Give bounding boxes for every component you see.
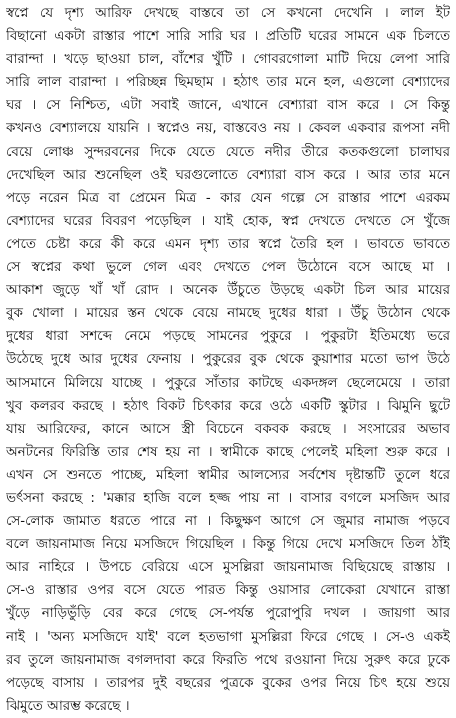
text-line: আসমানে মিলিয়ে যাচ্ছে । পুকুরে সাঁতার কাটছে একদঙ্গল ছেলেমেয়ে । তারা [6,375,450,391]
text-line: কখনও বেশ্যালয়ে যায়নি । স্বপ্নেও নয়, বাস্তবেও নয় । কেবল একবার রূপসা নদী [6,121,450,137]
text-line: দুধের ধারা সশব্দে নেমে পড়ছে সামনের পুকুরে । পুকুরটা ইতিমধ্যে ভরে [6,329,450,345]
text-line: বিছানো একটা রাস্তার পাশে সারি সারি ঘর । প্রতিটি ঘরের সামনে এক চিলতে [6,29,450,45]
text-line: রব তুলে জায়নামাজ বগলদাবা করে ফিরতি পথে রওয়ানা দিয়ে সুরুৎ করে ঢুকে [6,652,450,668]
text-line: বেয়ে লোঞ্চ সুন্দরবনের দিকে যেতে যেতে নদীর তীরে কতকগুলো চালাঘর [6,144,450,160]
text-line: খুব কলরব করছে । হঠাৎ বিকট চিৎকার করে ওঠে একটি স্কুটার । ঝিমুনি ছুটে [6,398,450,414]
text-line: দেখেছিল আর শুনেছিল ওই ঘরগুলোতে বেশ্যারা বাস করে । আর তার মনে [6,167,450,183]
text-line: আকাশ জুড়ে খাঁ খাঁ রোদ । অনেক উঁচুতে উড়ছে একটা চিল আর মায়ের [6,283,450,299]
text-line: বুক খোলা । মায়ের স্তন থেকে বেয়ে নামছে দুধের ধারা । উঁচু উঠোন থেকে [6,306,450,322]
text-line: অনটনের ফিরিস্তি তার শেষ হয় না । স্বামীকে কাছে পেলেই মহিলা শুরু করে । [6,444,450,460]
text-line: বলে জায়নামাজ নিয়ে মসজিদে গিয়েছিল । কিন্তু গিয়ে দেখে মসজিদে তিল ঠাঁই [6,537,450,553]
text-line: বেশ্যাদের ঘরের বিবরণ পড়েছিল । যাই হোক, স্বপ্ন দেখতে দেখতে সে খুঁজে [6,213,450,229]
text-line: উঠেছে দুধে আর দুধের ফেনায় । পুকুরের বুক থেকে কুয়াশার মতো ভাপ উঠে [6,352,450,368]
text-line: এখন সে শুনতে পাচ্ছে, মহিলা স্বামীর আলস্যের সর্বশেষ দৃষ্টান্তটি তুলে ধরে [6,467,450,483]
text-line: ঝিমুতে আরম্ভ করেছে । [6,698,130,714]
text-line: যায় আরিফের, কানে আসে স্ত্রী বিচেনে বকবক করছে । সংসারের অভাব [6,421,450,437]
text-line: সে স্বপ্নের কথা ভুলে গেল এবং দেখতে পেল উঠোনে বসে আছে মা । [6,260,450,276]
document-body-text [6,2,450,718]
text-line: পেতে চেষ্টা করে কী করে এমন দৃশ্য তার স্বপ্নে তৈরি হল । ভাবতে ভাবতে [6,236,450,252]
text-line: ঘর । সে নিশ্চিত, এটা সবাই জানে, এখানে বেশ্যারা বাস করে । সে কিন্তু [6,98,450,114]
text-line: পড়েছে বাসায় । তারপর দুই বছরের পুত্রকে বুকের ওপর নিয়ে চিৎ হয়ে শুয়ে [6,675,450,691]
text-line: খুঁড়ে নাড়িভুঁড়ি বের করে গেছে সে-পর্যন্ত পুরোপুরি দখল । জায়গা আর [6,606,450,622]
text-line: সে-লোক জামাত ধরতে পারে না । কিছুক্ষণ আগে সে জুমার নামাজ পড়বে [6,514,450,530]
text-line: নাই । 'অন্য মসজিদে যাই' বলে হতভাগা মুসল্লিরা ফিরে গেছে । সে-ও একই [6,629,450,645]
text-line: স্বপ্নে যে দৃশ্য আরিফ দেখছে বাস্তবে তা সে কখনো দেখেনি । লাল ইট [6,6,450,21]
text-line: সে-ও রাস্তার ওপর বসে যেতে পারত কিন্তু ওয়াসার লোকেরা যেখানে রাস্তা [6,583,450,599]
text-line: বারান্দা । খড়ে ছাওয়া চাল, বাঁশের খুঁটি । গোবরগোলা মাটি দিয়ে লেপা সারি [6,52,450,68]
text-line: ভর্ৎসনা করছে : 'মক্কার হাজি বলে হজ্জ পায় না । বাসার বগলে মসজিদ আর [6,490,450,506]
text-line: পড়ে নরেন মিত্র বা প্রেমেন মিত্র - কার যেন গল্পে সে রাস্তার পাশে এরকম [6,190,450,206]
text-line: আর নাহিরে । উপচে বেরিয়ে এসে মুসল্লিরা জায়নামাজ বিছিয়েছে রাস্তায় । [6,560,450,576]
text-line: সারি লাল বারান্দা । পরিচ্ছন্ন ছিমছাম । হঠাৎ তার মনে হল, এগুলো বেশ্যাদের [6,75,450,91]
